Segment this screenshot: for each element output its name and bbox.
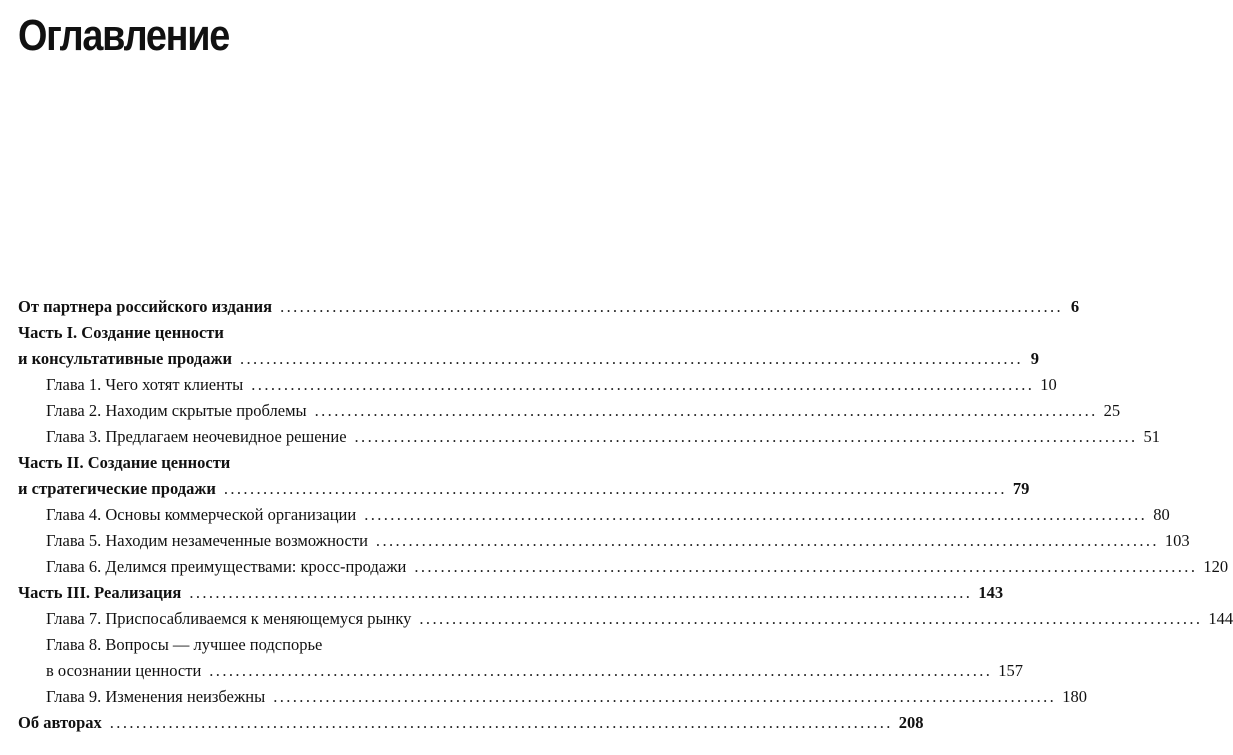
toc-entry-title: в осознании ценности — [46, 661, 202, 680]
toc-entry-title: Часть II. Создание ценности — [18, 453, 231, 472]
toc-entry-title: От партнера российского издания — [18, 297, 273, 316]
dot-leader: ........................................................................................................................ — [280, 297, 1064, 316]
dot-leader: ........................................................................................................................ — [209, 661, 993, 680]
dot-leader: ........................................................................................................................ — [109, 713, 893, 732]
toc-entry-part-3[interactable] — [0, 580, 1004, 606]
toc-page-number: 208 — [898, 713, 924, 732]
toc-page-number: 25 — [1103, 401, 1121, 420]
page-title: Оглавление — [18, 11, 229, 60]
toc-entry-title: Глава 3. Предлагаем неочевидное решение — [46, 427, 347, 446]
toc-entry-chapter-3[interactable] — [0, 424, 1161, 450]
toc-entry-about-authors[interactable] — [0, 710, 924, 736]
toc-page-number: 51 — [1143, 427, 1161, 446]
toc-page-number: 144 — [1208, 609, 1233, 628]
toc-entry-title: Глава 7. Приспосабливаемся к меняющемуся рынку — [46, 609, 412, 628]
toc-part-2-heading[interactable] — [0, 450, 560, 476]
toc-entry-title: Глава 1. Чего хотят клиенты — [46, 375, 244, 394]
toc-part-1-heading[interactable] — [0, 320, 560, 346]
dot-leader: ........................................................................................................................ — [314, 401, 1098, 420]
toc-entry-chapter-2[interactable] — [0, 398, 1121, 424]
toc-entry-chapter-6[interactable] — [0, 554, 1229, 580]
toc-page-number: 143 — [978, 583, 1004, 602]
toc-page-number: 10 — [1040, 375, 1057, 394]
dot-leader: ........................................................................................................................ — [273, 687, 1057, 706]
table-of-contents — [0, 294, 1233, 736]
dot-leader: ........................................................................................................................ — [364, 505, 1148, 524]
dot-leader: ........................................................................................................................ — [375, 531, 1159, 550]
dot-leader: ........................................................................................................................ — [354, 427, 1138, 446]
toc-chapter-8-heading[interactable] — [0, 632, 560, 658]
toc-entry-chapter-8[interactable] — [0, 658, 1024, 684]
toc-entry-title: Об авторах — [18, 713, 102, 732]
dot-leader: ........................................................................................................................ — [189, 583, 973, 602]
toc-entry-title: Часть III. Реализация — [18, 583, 182, 602]
toc-entry-title: Глава 2. Находим скрытые проблемы — [46, 401, 307, 420]
toc-page-number: 120 — [1203, 557, 1229, 576]
toc-entry-title: Глава 6. Делимся преимуществами: кросс-продажи — [46, 557, 407, 576]
toc-entry-chapter-9[interactable] — [0, 684, 1087, 710]
toc-entry-part-2[interactable] — [0, 476, 1030, 502]
toc-entry-title: Глава 9. Изменения неизбежны — [46, 687, 266, 706]
dot-leader: ........................................................................................................................ — [240, 349, 1023, 368]
toc-page-number: 9 — [1030, 349, 1039, 368]
toc-entry-chapter-4[interactable] — [0, 502, 1170, 528]
toc-page-number: 103 — [1164, 531, 1190, 550]
toc-entry-chapter-7[interactable] — [0, 606, 1233, 632]
toc-entry-partner-foreword[interactable] — [0, 294, 1080, 320]
dot-leader: ........................................................................................................................ — [419, 609, 1203, 628]
toc-entry-chapter-1[interactable] — [0, 372, 1057, 398]
toc-entry-title: Глава 8. Вопросы — лучшее подспорье — [46, 635, 323, 654]
toc-entry-title: и стратегические продажи — [18, 479, 216, 498]
toc-entry-title: Глава 4. Основы коммерческой организации — [46, 505, 357, 524]
toc-entry-title: Часть I. Создание ценности — [18, 323, 224, 342]
toc-page-number: 79 — [1012, 479, 1030, 498]
toc-entry-chapter-5[interactable] — [0, 528, 1190, 554]
toc-page-number: 6 — [1070, 297, 1080, 316]
toc-page-number: 80 — [1153, 505, 1170, 524]
dot-leader: ........................................................................................................................ — [414, 557, 1198, 576]
toc-page-number: 157 — [998, 661, 1024, 680]
toc-entry-title: Глава 5. Находим незамеченные возможности — [46, 531, 368, 550]
dot-leader: ........................................................................................................................ — [251, 375, 1035, 394]
toc-page-number: 180 — [1062, 687, 1087, 706]
toc-entry-title: и консультативные продажи — [18, 349, 232, 368]
toc-entry-part-1[interactable] — [0, 346, 1039, 372]
dot-leader: ........................................................................................................................ — [223, 479, 1007, 498]
